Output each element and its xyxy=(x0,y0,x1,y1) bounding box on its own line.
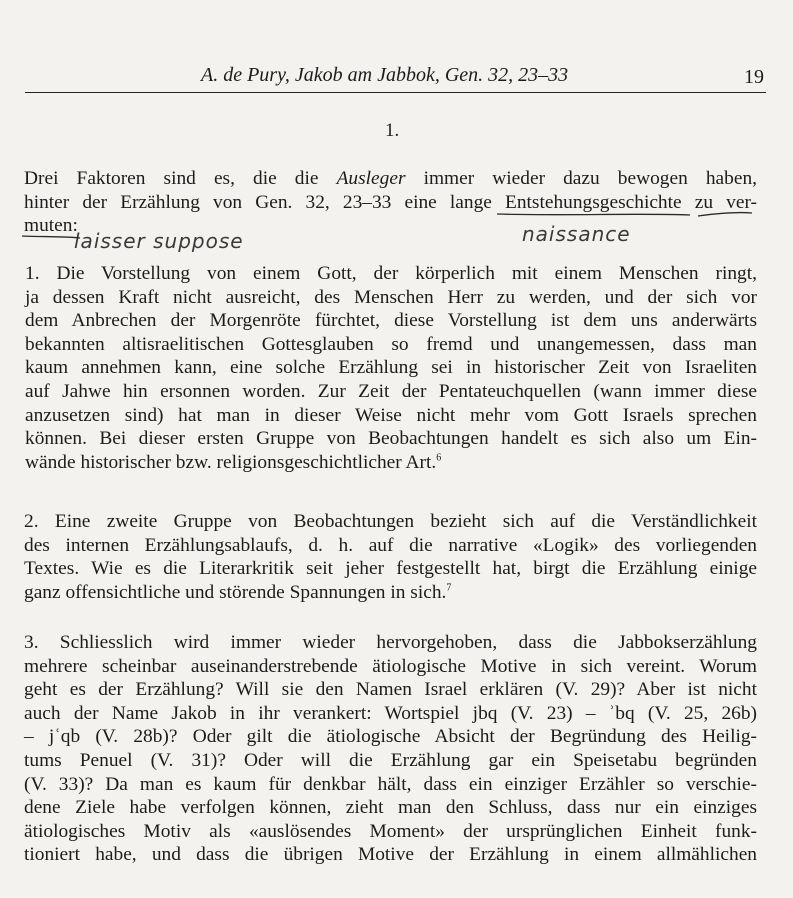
footnote-marker: 6 xyxy=(436,452,442,464)
handwritten-note-left: laisser suppose xyxy=(74,229,244,253)
para3-line: – jʿqb (V. 28b)? Oder gilt die ätiologische Absicht der Begründung des Heilig- xyxy=(24,726,757,748)
section-number: 1. xyxy=(385,120,400,141)
para3-line: (V. 33)? Da man es kaum für denkbar hält, dass ein einziger Erzähler so verschie- xyxy=(24,773,757,795)
underline-muten xyxy=(22,236,80,238)
running-title: A. de Pury, Jakob am Jabbok, Gen. 32, 23–33 xyxy=(201,64,569,86)
para3-line: auch der Name Jakob in ihr verankert: Wortspiel jbq (V. 23) – ʾbq (V. 25, 26b) xyxy=(24,702,757,724)
page-number: 19 xyxy=(744,66,764,88)
para3-line: ätiologisches Motiv als «auslösendes Moment» der ursprünglichen Einheit funk- xyxy=(24,820,757,842)
handwritten-note-right: naissance xyxy=(522,222,631,246)
para1-line: bekannten altisraelitischen Gottesglauben so fremd und unangemessen, dass man xyxy=(25,333,757,355)
para3-line: mehrere scheinbar auseinanderstrebende ätiologische Motive in sich vereint. Worum xyxy=(24,655,757,677)
para2-line: des internen Erzählungsablaufs, d. h. auf die narrative «Logik» des vorliegenden xyxy=(24,534,757,556)
para1-line: auf Jahwe hin ersonnen worden. Zur Zeit der Pentateuchquellen (wann immer diese xyxy=(25,380,757,402)
para1-line: ja dessen Kraft nicht ausreicht, des Menschen Herr zu werden, und der sich vor xyxy=(25,286,757,308)
footnote-marker: 7 xyxy=(446,582,452,594)
emphasis-ausleger: Ausleger xyxy=(336,168,406,189)
para2-last-line: ganz offensichtliche und störende Spannungen in sich.$^7$ xyxy=(24,581,452,603)
para1-line: kaum annehmen kann, eine solche Erzählung sei in historischer Zeit von Israeliten xyxy=(25,357,757,379)
intro-line-1: Drei Faktoren sind es, die die Ausleger immer wieder dazu bewogen haben, xyxy=(24,168,758,189)
intro-line-2: hinter der Erzählung von Gen. 32, 23–33 eine lange Entstehungsgeschichte zu ver- xyxy=(24,191,757,213)
para3-line: 3. Schliesslich wird immer wieder hervorgehoben, dass die Jabbokserzählung xyxy=(24,632,757,653)
para1-line: anzusetzen sind) hat man in dieser Weise nicht mehr vom Gott Israels sprechen xyxy=(25,404,757,426)
intro-line-3: muten: xyxy=(24,215,78,237)
para1-line: können. Bei dieser ersten Gruppe von Beobachtungen handelt es sich also um Ein- xyxy=(25,428,757,450)
para3-line: geht es der Erzählung? Will sie den Namen Israel erklären (V. 29)? Aber ist nicht xyxy=(24,679,757,701)
para3-line: dene Ziele habe verfolgen können, zieht man den Schluss, dass nur ein einziges xyxy=(24,797,757,819)
para2-line: Textes. Wie es die Literarkritik seit jeher festgestellt hat, birgt die Erzählung einige xyxy=(24,558,757,580)
para1-line: dem Anbrechen der Morgenröte fürchtet, diese Vorstellung ist dem uns anderwärts xyxy=(25,310,757,332)
para3-line: tioniert habe, und dass die übrigen Motive der Erzählung in einem allmählichen xyxy=(24,844,757,866)
para2-line: 2. Eine zweite Gruppe von Beobachtungen bezieht sich auf die Verständlichkeit xyxy=(24,511,757,532)
para1-line: 1. Die Vorstellung von einem Gott, der körperlich mit einem Menschen ringt, xyxy=(25,263,757,284)
underline-entstehungsgeschichte xyxy=(497,214,690,215)
para3-line: tums Penuel (V. 31)? Oder will die Erzählung gar ein Speisetabu begründen xyxy=(24,749,757,771)
para1-last-line: wände historischer bzw. religionsgeschichtlicher Art.$^6$ xyxy=(25,451,442,473)
underline-zu-ver xyxy=(698,213,752,216)
